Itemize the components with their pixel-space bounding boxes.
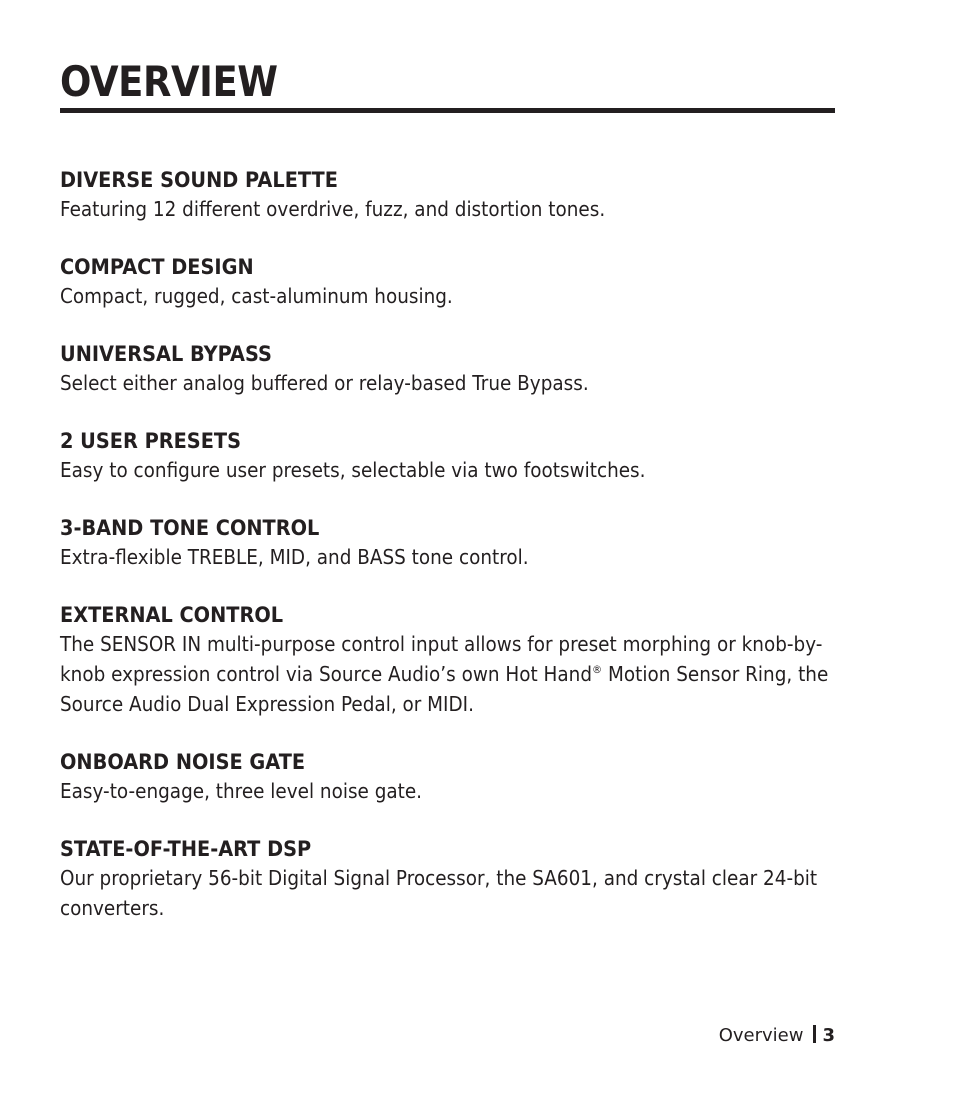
footer-section-name: Overview [718,1025,804,1046]
feature-description-part1: The SENSOR IN multi-purpose control input allows for preset morphing or knob-by-knob expression control via Source Audio’s own Hot Hand [60,632,823,686]
feature-heading: 2 USER PRESETS [60,429,242,453]
feature-description: Compact, rugged, cast-aluminum housing. [60,284,453,308]
feature-heading: UNIVERSAL BYPASS [60,342,272,366]
feature-description: Easy to configure user presets, selectable via two footswitches. [60,458,646,482]
feature-external-control [60,601,835,719]
feature-noise-gate [60,748,835,806]
feature-description-part2: Motion Sensor Ring, the Source Audio Dual Expression Pedal, or MIDI. [60,662,829,716]
registered-mark: ® [592,663,603,676]
footer-separator [813,1025,816,1043]
feature-description: Easy-to-engage, three level noise gate. [60,779,423,803]
page-title: OVERVIEW [60,57,278,106]
feature-description: Featuring 12 different overdrive, fuzz, and distortion tones. [60,197,606,221]
feature-heading: ONBOARD NOISE GATE [60,750,306,774]
feature-description [60,629,833,719]
feature-list [60,166,835,952]
feature-compact-design [60,253,835,311]
feature-heading: DIVERSE SOUND PALETTE [60,168,338,192]
feature-heading: STATE-OF-THE-ART DSP [60,837,312,861]
title-rule [60,108,835,113]
feature-description: Extra-flexible TREBLE, MID, and BASS tone control. [60,545,529,569]
feature-heading: COMPACT DESIGN [60,255,254,279]
page-footer [719,1023,835,1049]
feature-heading: EXTERNAL CONTROL [60,603,284,627]
feature-description: Our proprietary 56-bit Digital Signal Processor, the SA601, and crystal clear 24-bit converters. [60,866,818,920]
feature-user-presets [60,427,835,485]
feature-heading: 3-BAND TONE CONTROL [60,516,320,540]
feature-dsp [60,835,835,923]
feature-diverse-sound-palette [60,166,835,224]
feature-description: Select either analog buffered or relay-based True Bypass. [60,371,589,395]
feature-universal-bypass [60,340,835,398]
feature-tone-control [60,514,835,572]
page-number: 3 [822,1025,835,1046]
